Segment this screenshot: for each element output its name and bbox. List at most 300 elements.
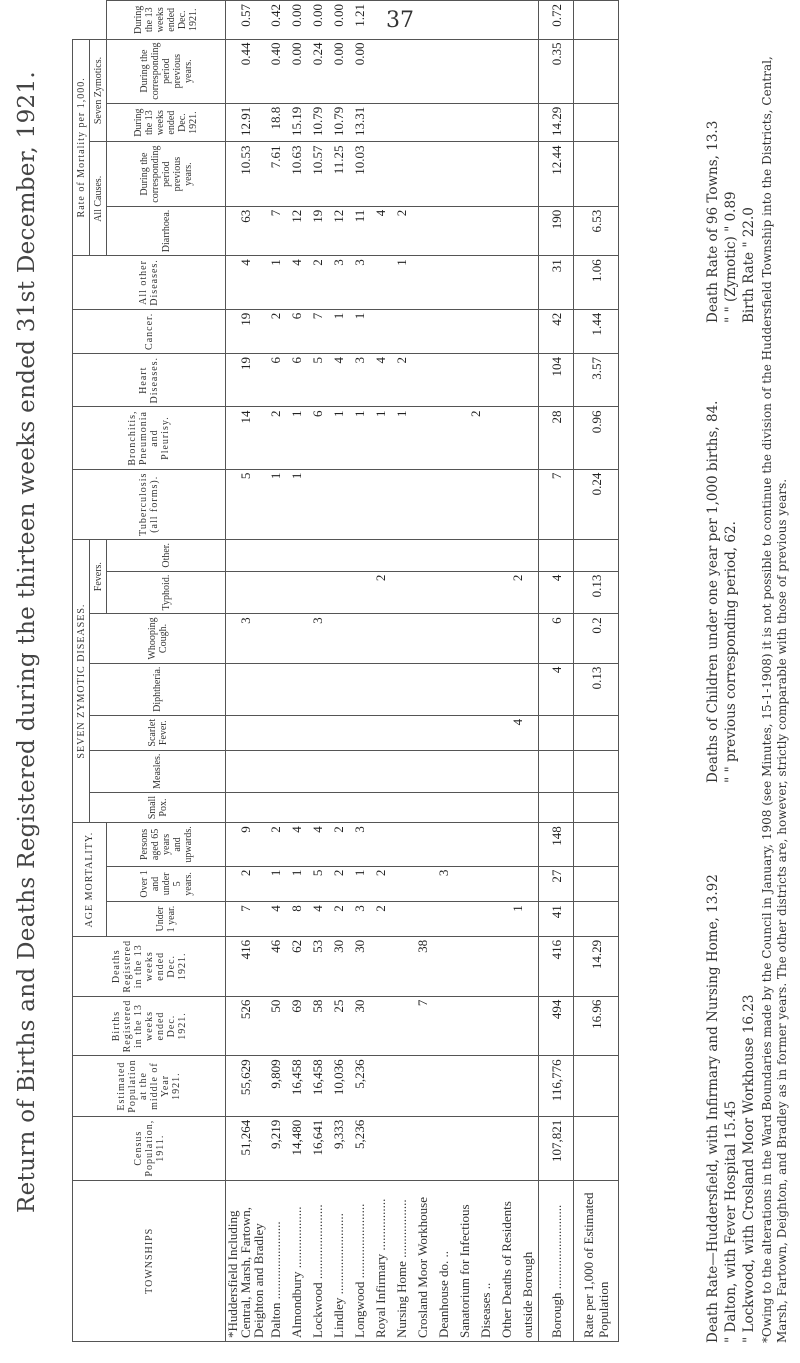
table-cell: 8: [286, 902, 307, 937]
table-cell: 0.40: [265, 39, 286, 103]
table-cell: 16,458: [307, 1056, 328, 1116]
table-cell: 1.21: [349, 1, 370, 40]
row-label: Other Deaths of Residents outside Borough: [496, 1180, 539, 1341]
table-cell: [454, 103, 496, 142]
table-cell: 0.00: [286, 39, 307, 103]
table-cell: [433, 1056, 454, 1116]
table-cell: 28: [539, 407, 574, 469]
table-cell: [391, 1116, 412, 1180]
table-cell: 0.44: [226, 39, 266, 103]
table-cell: [286, 663, 307, 715]
table-cell: [412, 823, 433, 866]
table-cell: 190: [539, 206, 574, 255]
table-cell: 12: [286, 206, 307, 255]
table-cell: [454, 39, 496, 103]
table-cell: [349, 469, 370, 539]
table-cell: [370, 936, 391, 996]
table-cell: [286, 792, 307, 822]
table-cell: [574, 866, 619, 902]
table-cell: 2: [370, 866, 391, 902]
table-cell: 1: [349, 309, 370, 353]
table-cell: 42: [539, 309, 574, 353]
table-cell: 0.13: [574, 663, 619, 715]
header-tuberculosis: Tuberculosis (all forms).: [73, 469, 226, 539]
table-cell: [454, 206, 496, 255]
table-cell: [370, 1056, 391, 1116]
table-cell: 0.96: [574, 407, 619, 469]
table-cell: [412, 39, 433, 103]
table-cell: [226, 571, 266, 614]
table-cell: [454, 715, 496, 750]
footer-line1-b: Deaths of Children under one year per 1,000 births, 84.: [705, 400, 721, 783]
header-zymotic-prev: During the corresponding period previous years.: [107, 39, 226, 103]
header-other-fever: Other.: [107, 539, 226, 571]
row-label: Crosland Moor Workhouse: [412, 1180, 433, 1341]
table-cell: 25: [328, 996, 349, 1056]
table-cell: 31: [539, 256, 574, 310]
table-cell: 62: [286, 936, 307, 996]
table-cell: 1: [328, 407, 349, 469]
table-cell: [496, 614, 539, 663]
table-cell: [391, 996, 412, 1056]
table-cell: [265, 792, 286, 822]
table-cell: 10,036: [328, 1056, 349, 1116]
row-label: Borough ..........................: [539, 1180, 574, 1341]
header-deaths: Deaths Registered in the 13 weeks ended Dec. 1921.: [73, 936, 226, 996]
table-cell: [433, 469, 454, 539]
footer-note: *Owing to the alterations in the Ward Boundaries made by the Council in January, 1908 (see Minutes, 15-1-1908) it is not possible to continue the division of the Huddersfield Township into the Districts, Central, Marsh, Fartown, Deighton, and Bradley as in former years. The other districts are, however, strictly comparable with those of previous years.: [760, 56, 789, 1343]
table-cell: [412, 866, 433, 902]
header-age-1-5: Over 1 and under 5 years.: [107, 866, 226, 902]
table-cell: 494: [539, 996, 574, 1056]
table-cell: 4: [307, 902, 328, 937]
table-cell: [454, 792, 496, 822]
table-cell: 7: [265, 206, 286, 255]
table-cell: [349, 663, 370, 715]
table-cell: 3: [349, 902, 370, 937]
table-cell: [412, 792, 433, 822]
table-cell: 1: [349, 866, 370, 902]
table-cell: [328, 663, 349, 715]
table-cell: [539, 539, 574, 571]
table-cell: 6: [539, 614, 574, 663]
table-cell: 2: [370, 571, 391, 614]
table-cell: 148: [539, 823, 574, 866]
table-cell: [391, 571, 412, 614]
table-cell: [391, 142, 412, 206]
table-cell: [412, 353, 433, 406]
table-cell: [496, 103, 539, 142]
header-smallpox: Small Pox.: [90, 792, 226, 822]
table-cell: [265, 539, 286, 571]
table-cell: 1: [391, 256, 412, 310]
table-cell: [370, 103, 391, 142]
table-cell: [496, 1116, 539, 1180]
table-cell: [574, 1, 619, 40]
table-cell: [391, 902, 412, 937]
table-cell: 416: [539, 936, 574, 996]
table-cell: 5,236: [349, 1116, 370, 1180]
table-cell: 1: [286, 407, 307, 469]
table-cell: 14.29: [539, 103, 574, 142]
header-other-diseases: All other Diseases.: [73, 256, 226, 310]
table-cell: [349, 614, 370, 663]
table-cell: 16.96: [574, 996, 619, 1056]
table-cell: [226, 750, 266, 792]
table-cell: [433, 407, 454, 469]
table-cell: 4: [539, 571, 574, 614]
table-cell: [370, 39, 391, 103]
table-cell: [307, 469, 328, 539]
header-allcauses-weeks: During the 13 weeks ended Dec. 1921.: [107, 103, 226, 142]
table-cell: [496, 792, 539, 822]
table-cell: 53: [307, 936, 328, 996]
table-cell: 14: [226, 407, 266, 469]
table-cell: [412, 142, 433, 206]
table-cell: [433, 206, 454, 255]
header-zymotic-diseases: SEVEN ZYMOTIC DISEASES.: [73, 539, 90, 822]
table-cell: [454, 866, 496, 902]
footer-line3-c: Birth Rate " 22.0: [741, 207, 757, 323]
table-cell: [539, 792, 574, 822]
table-cell: [412, 715, 433, 750]
table-cell: 5: [307, 353, 328, 406]
row-label: Almondbury ...................: [286, 1180, 307, 1341]
table-cell: 4: [328, 353, 349, 406]
header-diarrhoea: Diarrhoea.: [107, 206, 226, 255]
table-row: [574, 1, 619, 1342]
table-cell: 9,333: [328, 1116, 349, 1180]
table-cell: [370, 663, 391, 715]
table-cell: [433, 353, 454, 406]
births-deaths-table: [72, 0, 619, 1342]
table-cell: [496, 1056, 539, 1116]
table-cell: [539, 750, 574, 792]
table-cell: [433, 1, 454, 40]
table-cell: 0.42: [265, 1, 286, 40]
table-cell: [454, 750, 496, 792]
table-cell: [307, 663, 328, 715]
table-cell: [433, 663, 454, 715]
table-cell: [307, 571, 328, 614]
table-cell: 10.63: [286, 142, 307, 206]
table-cell: 13.31: [349, 103, 370, 142]
table-cell: 3.57: [574, 353, 619, 406]
table-cell: [412, 256, 433, 310]
table-cell: [574, 1056, 619, 1116]
header-births: Births Registered in the 13 weeks ended Dec. 1921.: [73, 996, 226, 1056]
table-cell: 0.13: [574, 571, 619, 614]
table-cell: [496, 539, 539, 571]
table-cell: 3: [433, 866, 454, 902]
table-cell: [496, 823, 539, 866]
table-cell: 1.06: [574, 256, 619, 310]
table-cell: 19: [226, 309, 266, 353]
table-cell: [391, 750, 412, 792]
table-cell: [370, 309, 391, 353]
table-cell: [433, 103, 454, 142]
table-cell: 2: [496, 571, 539, 614]
footer-notes: [704, 23, 790, 1343]
table-cell: [391, 614, 412, 663]
table-cell: [496, 663, 539, 715]
table-cell: [454, 469, 496, 539]
table-cell: 1: [370, 407, 391, 469]
table-cell: 116,776: [539, 1056, 574, 1116]
table-cell: [286, 715, 307, 750]
table-cell: 7: [226, 902, 266, 937]
table-cell: [454, 571, 496, 614]
table-cell: 6: [307, 407, 328, 469]
table-cell: 0.72: [539, 1, 574, 40]
table-cell: [433, 936, 454, 996]
table-cell: 1: [265, 256, 286, 310]
table-row: [349, 1, 370, 1342]
table-cell: [265, 750, 286, 792]
table-row: [539, 1, 574, 1342]
table-cell: [265, 715, 286, 750]
table-cell: 69: [286, 996, 307, 1056]
table-cell: [433, 142, 454, 206]
table-cell: [412, 469, 433, 539]
table-cell: [433, 715, 454, 750]
table-cell: [391, 1, 412, 40]
table-cell: 50: [265, 996, 286, 1056]
table-cell: [454, 353, 496, 406]
table-cell: 0.35: [539, 39, 574, 103]
table-cell: [412, 1116, 433, 1180]
table-cell: [391, 936, 412, 996]
table-cell: 12: [328, 206, 349, 255]
table-cell: [433, 614, 454, 663]
table-cell: [370, 614, 391, 663]
table-cell: 3: [307, 614, 328, 663]
table-cell: 4: [265, 902, 286, 937]
table-cell: [496, 750, 539, 792]
table-cell: 19: [307, 206, 328, 255]
table-cell: 0.00: [286, 1, 307, 40]
table-cell: [412, 1056, 433, 1116]
table-cell: [433, 256, 454, 310]
table-cell: 2: [328, 902, 349, 937]
table-cell: [496, 936, 539, 996]
table-cell: [370, 996, 391, 1056]
header-whooping-cough: Whooping Cough.: [90, 614, 226, 663]
table-cell: [412, 407, 433, 469]
table-cell: [496, 39, 539, 103]
row-label: Royal Infirmary ................: [370, 1180, 391, 1341]
table-cell: [454, 142, 496, 206]
footer-line2-a: " Dalton, with Fever Hospital 15.45: [723, 1100, 739, 1343]
header-seven-zymotics: Seven Zymotics.: [90, 39, 107, 142]
table-cell: [433, 571, 454, 614]
table-cell: [574, 750, 619, 792]
table-cell: 0.00: [328, 1, 349, 40]
table-cell: [574, 539, 619, 571]
header-diphtheria: Diphtheria.: [90, 663, 226, 715]
table-cell: [574, 103, 619, 142]
table-cell: [496, 407, 539, 469]
table-cell: [391, 39, 412, 103]
table-cell: 14.29: [574, 936, 619, 996]
table-cell: [412, 614, 433, 663]
table-cell: [496, 469, 539, 539]
table-cell: 46: [265, 936, 286, 996]
table-cell: 2: [328, 823, 349, 866]
table-cell: [391, 309, 412, 353]
table-cell: [391, 715, 412, 750]
table-cell: 2: [391, 353, 412, 406]
header-typhoid: Typhoid.: [107, 571, 226, 614]
table-cell: [349, 715, 370, 750]
table-cell: 11: [349, 206, 370, 255]
table-cell: [433, 750, 454, 792]
table-cell: 16,641: [307, 1116, 328, 1180]
table-cell: [307, 539, 328, 571]
table-cell: [328, 571, 349, 614]
header-all-causes: All Causes.: [90, 142, 107, 256]
table-cell: [349, 539, 370, 571]
table-cell: [412, 750, 433, 792]
table-cell: [496, 353, 539, 406]
table-cell: [496, 1, 539, 40]
table-cell: 4: [286, 256, 307, 310]
table-cell: 19: [226, 353, 266, 406]
table-cell: [370, 823, 391, 866]
table-cell: [454, 256, 496, 310]
table-cell: 27: [539, 866, 574, 902]
row-label: Rate per 1,000 of Estimated Population: [574, 1180, 619, 1341]
table-cell: [370, 1116, 391, 1180]
table-cell: 6: [265, 353, 286, 406]
table-cell: [307, 792, 328, 822]
footer-line2-b: " " previous corresponding period, 62.: [723, 521, 739, 783]
row-label: Deanhouse do. ..: [433, 1180, 454, 1341]
table-cell: 18.8: [265, 103, 286, 142]
header-fevers: Fevers.: [90, 539, 107, 613]
table-cell: [454, 614, 496, 663]
table-cell: [391, 103, 412, 142]
table-cell: [496, 996, 539, 1056]
table-cell: 2: [307, 256, 328, 310]
table-cell: 7: [539, 469, 574, 539]
table-cell: [412, 103, 433, 142]
table-cell: 16,458: [286, 1056, 307, 1116]
table-cell: [391, 469, 412, 539]
header-age-65: Persons aged 65 years and upwards.: [107, 823, 226, 866]
table-cell: [454, 936, 496, 996]
table-cell: [307, 750, 328, 792]
table-cell: 9,219: [265, 1116, 286, 1180]
table-cell: [370, 792, 391, 822]
table-cell: 4: [539, 663, 574, 715]
table-cell: 9,809: [265, 1056, 286, 1116]
table-cell: [454, 996, 496, 1056]
header-townships: TOWNSHIPS: [73, 1180, 226, 1341]
table-cell: [226, 792, 266, 822]
table-cell: 526: [226, 996, 266, 1056]
table-cell: 104: [539, 353, 574, 406]
table-cell: [433, 902, 454, 937]
table-cell: [454, 539, 496, 571]
table-cell: [454, 663, 496, 715]
table-cell: [391, 1056, 412, 1116]
row-label: Lindley .........................: [328, 1180, 349, 1341]
table-cell: 0.57: [226, 1, 266, 40]
table-cell: 0.00: [328, 39, 349, 103]
table-cell: [265, 571, 286, 614]
table-cell: [496, 309, 539, 353]
table-cell: 14,480: [286, 1116, 307, 1180]
table-cell: 107,821: [539, 1116, 574, 1180]
table-cell: [226, 715, 266, 750]
table-cell: 1: [265, 866, 286, 902]
table-body: [226, 1, 619, 1342]
table-cell: 3: [349, 823, 370, 866]
row-label: Longwood .......................: [349, 1180, 370, 1341]
table-cell: [286, 614, 307, 663]
table-cell: [574, 1116, 619, 1180]
table-cell: 3: [349, 256, 370, 310]
table-cell: [433, 996, 454, 1056]
table-cell: 9: [226, 823, 266, 866]
table-row: [328, 1, 349, 1342]
table-cell: [226, 539, 266, 571]
table-cell: [265, 663, 286, 715]
table-cell: [433, 792, 454, 822]
row-label: Nursing Home ..................: [391, 1180, 412, 1341]
header-bronchitis: Bronchitis, Pneumonia and Pleurisy.: [73, 407, 226, 469]
table-cell: 63: [226, 206, 266, 255]
table-row: [265, 1, 286, 1342]
table-cell: [412, 571, 433, 614]
table-cell: [370, 1, 391, 40]
table-cell: [433, 823, 454, 866]
table-cell: [412, 1, 433, 40]
table-cell: [370, 750, 391, 792]
row-label: Dalton ........................: [265, 1180, 286, 1341]
table-cell: 7.61: [265, 142, 286, 206]
table-cell: 4: [307, 823, 328, 866]
table-cell: [349, 571, 370, 614]
table-cell: 1: [286, 866, 307, 902]
table-cell: 3: [226, 614, 266, 663]
table-cell: [328, 750, 349, 792]
table-cell: [574, 715, 619, 750]
table-cell: 12.44: [539, 142, 574, 206]
table-cell: [349, 750, 370, 792]
table-cell: 7: [412, 996, 433, 1056]
table-cell: [412, 309, 433, 353]
table-cell: 11.25: [328, 142, 349, 206]
header-heart: Heart Diseases.: [73, 353, 226, 406]
header-under-1: Under 1 year.: [107, 902, 226, 937]
table-cell: [370, 539, 391, 571]
table-cell: [574, 823, 619, 866]
table-cell: [286, 750, 307, 792]
table-cell: [454, 902, 496, 937]
table-cell: 1: [265, 469, 286, 539]
table-cell: [286, 571, 307, 614]
table-cell: [574, 39, 619, 103]
table-cell: [391, 866, 412, 902]
table-cell: 5: [307, 866, 328, 902]
table-row: [286, 1, 307, 1342]
table-cell: 0.24: [574, 469, 619, 539]
table-cell: [328, 539, 349, 571]
table-cell: [454, 1056, 496, 1116]
footer-line1-a: Death Rate—Huddersfield, with Infirmary and Nursing Home, 13.92: [705, 874, 721, 1343]
